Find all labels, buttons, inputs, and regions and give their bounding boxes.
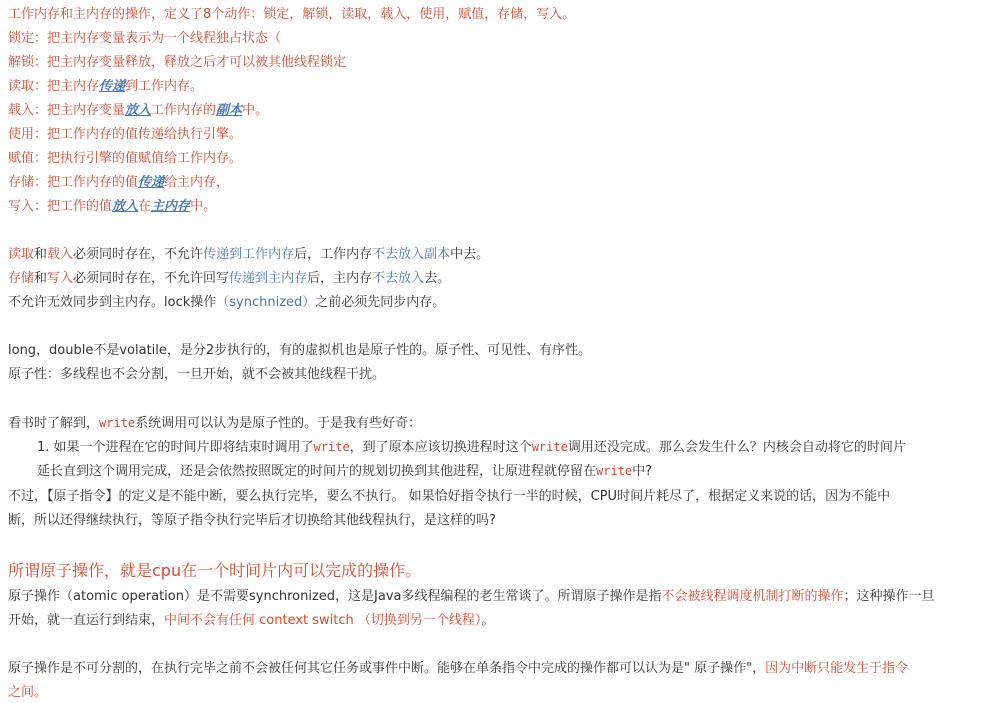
op-read-text: 读取：把主内存 — [8, 79, 100, 94]
rule-store-write — [8, 269, 450, 289]
rule-text: 必须同时存在，不允许回写 — [73, 271, 230, 286]
rule-highlight: 不去放入 — [372, 271, 425, 286]
indivisible-para-cont: 之间。 — [8, 685, 48, 700]
rule-word: 载入 — [47, 247, 74, 262]
rule-text: 之前必须先同步内存。 — [315, 295, 446, 310]
rule-read-load — [8, 245, 489, 265]
atomic-op-para-cont — [8, 611, 494, 631]
rule-text: 后，主内存 — [307, 271, 373, 286]
op-read — [8, 77, 203, 97]
rule-text: 后，工作内存 — [294, 247, 373, 262]
para-highlight: 因为中断只能发生于指令 — [765, 661, 909, 676]
rule-text: 中去。 — [450, 247, 490, 262]
para-text: 中? — [632, 464, 653, 479]
rule-word: 读取 — [8, 247, 35, 262]
op-write-text: 写入：把工作的值 — [8, 199, 113, 214]
rule-highlight: 不去放入副本 — [372, 247, 451, 262]
rule-text: 不允许无效同步到主内存。lock操作 — [8, 295, 217, 310]
para-text: 调用还没完成。那么会发生什么？内核会自动将它的时间片 — [567, 440, 906, 455]
rule-word: 存储 — [8, 271, 35, 286]
para-text: 系统调用可以认为是原子性的。于是我有些好奇： — [135, 416, 422, 431]
atomic-instr-para: 不过，【原子指令】的定义是不能中断，要么执行完毕，要么不执行。 如果恰好指令执行一半的时候，CPU时间片耗尽了，根据定义来说的话，因为不能中 — [8, 489, 891, 504]
op-load-text: 载入：把主内存变量 — [8, 103, 126, 118]
op-write-mid: 在 — [138, 199, 152, 214]
section-heading: 所谓原子操作，就是cpu在一个时间片内可以完成的操作。 — [8, 561, 422, 580]
para-text: 看书时了解到， — [8, 416, 100, 431]
rule-text: 和 — [34, 271, 48, 286]
inline-code: write — [596, 464, 633, 478]
op-read-link[interactable]: 传递 — [99, 79, 126, 94]
op-write — [8, 197, 216, 217]
op-store — [8, 173, 229, 193]
op-write-tail: 中。 — [190, 199, 217, 214]
para-text: 原子操作（atomic operation）是不需要synchronized，这是Java多线程编程的老生常谈了。所谓原子操作是指 — [8, 589, 662, 604]
op-write-mainmem-link[interactable]: 主内存 — [151, 199, 191, 214]
op-store-text: 存储：把工作内存的值 — [8, 175, 139, 190]
op-load-link[interactable]: 放入 — [125, 103, 152, 118]
rule-text: 必须同时存在，不允许 — [73, 247, 204, 262]
para-text: ；这种操作一旦 — [843, 589, 935, 604]
op-store-tail: 给主内存， — [164, 175, 230, 190]
op-write-link[interactable]: 放入 — [112, 199, 139, 214]
para-text: 。 — [481, 613, 495, 628]
op-assign: 赋值：把执行引擎的值赋值给工作内存。 — [8, 151, 243, 166]
para-text: 1. 如果一个进程在它的时间片即将结束时调用了 — [37, 440, 314, 455]
atomic-instr-para-cont: 断，所以还得继续执行，等原子指令执行完毕后才切换给其他线程执行，是这样的吗? — [8, 513, 496, 528]
inline-code: write — [531, 440, 568, 454]
para-highlight: 中间不会有任何 context switch （切换到另一个线程） — [164, 613, 482, 628]
rule-highlight: 传递到主内存 — [229, 271, 308, 286]
para-text: ，到了原本应该切换进程时这个 — [349, 440, 532, 455]
ops-intro: 工作内存和主内存的操作，定义了8个动作：锁定，解锁，读取，载入，使用，赋值，存储，写入。 — [8, 7, 576, 22]
long-double-note: long，double不是volatile，是分2步执行的，有的虚拟机也是原子性的。原子性、可见性、有序性。 — [8, 343, 592, 358]
list-item — [37, 437, 906, 458]
indivisible-para — [8, 659, 908, 679]
atomic-op-para — [8, 587, 935, 607]
inline-code: write — [313, 440, 350, 454]
rule-text: 和 — [34, 247, 48, 262]
op-read-tail: 到工作内存。 — [125, 79, 204, 94]
para-text: 开始，就一直运行到结束， — [8, 613, 165, 628]
atomicity-note: 原子性：多线程也不会分割，一旦开始，就不会被其他线程干扰。 — [8, 367, 386, 382]
rule-highlight: 传递到工作内存 — [203, 247, 295, 262]
op-unlock: 解锁：把主内存变量释放，释放之后才可以被其他线程锁定 — [8, 55, 347, 70]
list-item-cont — [37, 461, 652, 482]
op-store-link[interactable]: 传递 — [138, 175, 165, 190]
para-text: 原子操作是不可分割的，在执行完毕之前不会被任何其它任务或事件中断。能够在单条指令中完成的操作都可以认为是" 原子操作"， — [8, 661, 766, 676]
op-load-copy-link[interactable]: 副本 — [216, 103, 243, 118]
rule-word: 写入 — [47, 271, 74, 286]
para-highlight: 不会被线程调度机制打断的操作 — [661, 589, 844, 604]
op-load-tail: 中。 — [242, 103, 269, 118]
inline-code: write — [99, 416, 136, 430]
rule-text: 去。 — [424, 271, 451, 286]
write-question-intro — [8, 413, 421, 434]
op-use: 使用：把工作内存的值传递给执行引擎。 — [8, 127, 243, 142]
op-load — [8, 101, 268, 121]
op-load-mid: 工作内存的 — [151, 103, 217, 118]
para-text: 延长直到这个调用完成，还是会依然按照既定的时间片的规划切换到其他进程，让原进程就停留在 — [37, 464, 597, 479]
rule-highlight: （synchnized） — [216, 295, 316, 310]
op-lock: 锁定：把主内存变量表示为一个线程独占状态（ — [8, 31, 282, 46]
rule-lock-sync — [8, 293, 445, 313]
